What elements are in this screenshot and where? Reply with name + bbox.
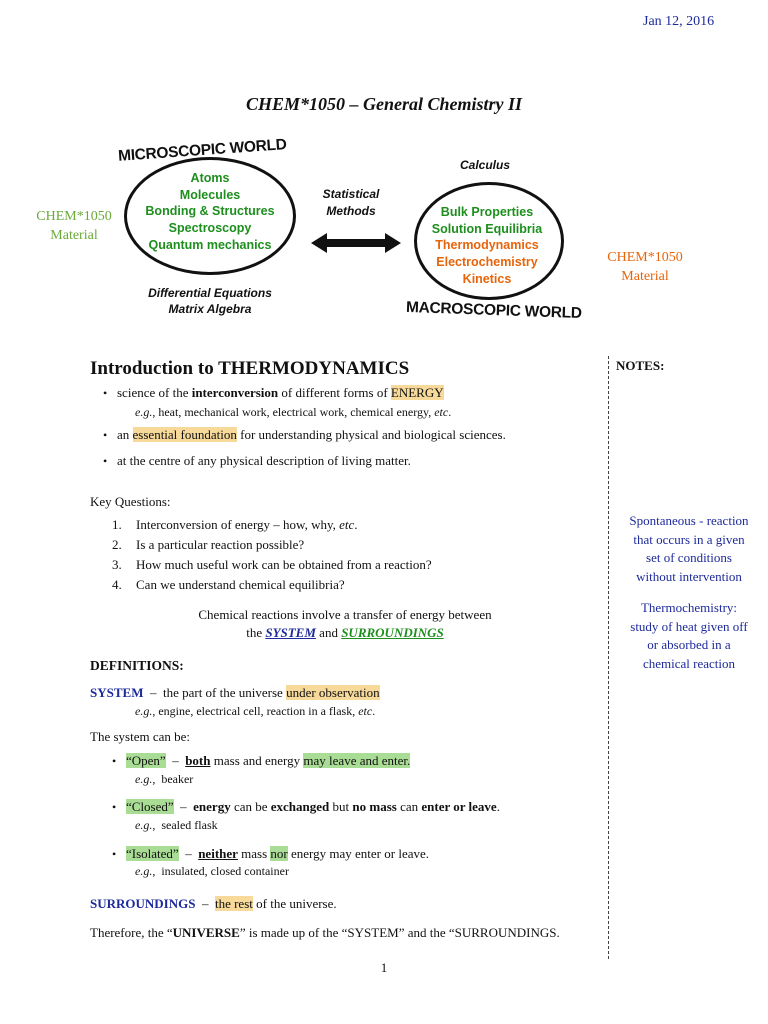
text-bold: exchanged [270,799,330,814]
macroscopic-world-title: MACROSCOPIC WORLD [405,298,582,323]
left-material-line: Material [50,228,98,243]
text: at the centre of any physical description of living matter. [117,453,411,468]
system-can-be: The system can be: [90,729,190,744]
etc-italic: etc [339,517,355,532]
note-line: set of conditions [646,550,732,565]
right-material-line: Material [621,269,669,284]
micro-item: Bonding & Structures [145,204,275,219]
definitions-title: DEFINITIONS: [90,658,184,673]
list-item [112,535,432,555]
text: . [496,799,500,814]
etc-italic: etc [434,405,449,419]
list-item [112,555,432,575]
section-heading-main: THERMODYNAMICS [218,358,410,379]
system-term: SYSTEM [265,625,316,640]
note-line: study of heat given off [630,618,748,634]
highlight: essential foundation [132,427,237,442]
list-item: • at the centre of any physical description of living matter. [103,453,411,468]
surroundings-term: SURROUNDINGS [341,625,444,640]
macro-item: Thermodynamics [435,238,539,253]
micro-math-line: Differential Equations [148,286,272,300]
key-questions-list [112,515,432,595]
highlight: may leave and enter. [303,753,411,768]
note-line: that occurs in a given [633,531,745,547]
text: an [117,427,133,442]
text: mass [237,846,271,861]
text: Is a particular reaction possible? [136,537,305,552]
highlight: under observation [286,685,380,700]
text-bold: both [185,753,211,768]
text: and [315,625,342,640]
text: How much useful work can be obtained from a reaction? [136,557,432,572]
right-material-line: CHEM*1050 [607,250,683,265]
text: – [195,896,215,911]
microscopic-items [124,170,296,254]
page-number: 1 [380,960,388,975]
center-line: Statistical [322,187,380,201]
text: , engine, electrical cell, reaction in a flask, [152,704,359,718]
note-line: Thermochemistry: [640,600,738,615]
microscopic-world-title: MICROSCOPIC WORLD [117,136,288,165]
eg-italic: e.g. [135,405,153,419]
text: can be [230,799,271,814]
eg-italic: e.g. [135,864,153,878]
transfer-line [90,624,600,642]
note-spontaneous [612,512,766,586]
highlight: ENERGY [390,385,444,400]
text-bold: no mass [352,799,397,814]
example-line [135,704,375,719]
list-item: • “Closed” – energy can be exchanged but no mass can enter or leave. [112,799,500,814]
left-material-label [22,207,126,245]
system-label: SYSTEM [90,685,144,700]
macro-item: Kinetics [462,271,512,286]
text: sealed flask [155,818,218,832]
text-bold: enter or leave [421,799,497,814]
note-line: Spontaneous - reaction [629,513,749,528]
text: , heat, mechanical work, electrical work, chemical energy, [152,405,435,419]
text: the [246,625,266,640]
list-item [112,515,432,535]
text: mass and energy [210,753,304,768]
text: , insulated, closed container [152,864,289,878]
num: 1. [112,517,122,532]
text: , beaker [152,772,194,786]
text: energy may enter or leave. [287,846,430,861]
text-bold: interconversion [191,385,279,400]
macro-item: Solution Equilibria [431,221,543,236]
micro-item: Spectroscopy [168,221,252,236]
example-line [135,772,193,787]
example-line [135,818,218,833]
course-title: CHEM*1050 – General Chemistry II [245,94,523,114]
macro-item: Electrochemistry [436,255,538,270]
list-item: • science of the interconversion of different forms of ENERGY [103,385,444,400]
section-heading [90,358,409,380]
key-questions-title: Key Questions: [90,494,171,509]
notes-title: NOTES: [616,358,665,373]
note-line: without intervention [636,568,742,584]
calculus-label: Calculus [459,158,510,172]
list-item [112,575,432,595]
text: – [165,753,186,768]
text: Interconversion of energy – how, why, [136,517,340,532]
isolated-label: “Isolated” [126,846,179,861]
closed-label: “Closed” [126,799,174,814]
left-material-line: CHEM*1050 [36,209,112,224]
micro-item: Quantum mechanics [148,237,272,252]
surroundings-label: SURROUNDINGS [90,896,196,911]
text: ” is made up of the “SYSTEM” and the “SURROUNDINGS. [239,925,560,940]
note-thermochemistry [612,599,766,673]
eg-italic: e.g. [135,772,153,786]
text: science of the [117,385,192,400]
text-bold: UNIVERSE [172,925,240,940]
text: Can we understand chemical equilibria? [136,577,345,592]
example-line [135,864,289,879]
system-definition [90,685,380,701]
text: of the universe. [252,896,337,911]
highlight: nor [270,846,288,861]
text: . [354,517,358,532]
text: – [173,799,194,814]
date: Jan 12, 2016 [643,14,715,29]
eg-italic: e.g. [135,704,153,718]
double-arrow-icon [311,232,401,254]
text: but [329,799,353,814]
notes-divider [608,356,609,959]
statistical-methods-label [312,186,390,220]
macroscopic-items [412,204,562,288]
text: Therefore, the “ [90,925,173,940]
eg-italic: e.g., [135,818,156,832]
right-material-label [590,248,700,286]
note-line: or absorbed in a [647,637,731,652]
text: of different forms of [278,385,391,400]
text: . [448,405,452,419]
text: – the part of the universe [143,685,287,700]
surroundings-definition [90,896,337,912]
note-line: chemical reaction [642,655,736,671]
micro-math-line: Matrix Algebra [168,302,252,316]
transfer-line: Chemical reactions involve a transfer of energy between [198,607,492,622]
num: 4. [112,577,122,592]
therefore-line [90,925,560,941]
num: 2. [112,537,122,552]
center-line: Methods [326,204,376,218]
open-label: “Open” [126,753,166,768]
text: – [178,846,199,861]
num: 3. [112,557,122,572]
text: for understanding physical and biological sciences. [236,427,506,442]
example-line [135,405,451,420]
macro-item: Bulk Properties [440,205,534,219]
text-bold: energy [193,799,231,814]
list-item: • “Isolated” – neither mass nor energy may enter or leave. [112,846,430,861]
text: can [396,799,422,814]
micro-item: Molecules [179,187,241,202]
micro-item: Atoms [190,171,230,185]
micro-math [124,285,296,317]
list-item: • “Open” – both mass and energy may leave and enter. [112,753,411,768]
transfer-statement [90,606,600,642]
list-item: • an essential foundation for understanding physical and biological sciences. [103,427,506,442]
text-bold: neither [198,846,238,861]
highlight: the rest [214,896,253,911]
text: . [372,704,376,718]
etc-italic: etc [358,704,373,718]
section-heading-pre: Introduction to [90,358,219,379]
